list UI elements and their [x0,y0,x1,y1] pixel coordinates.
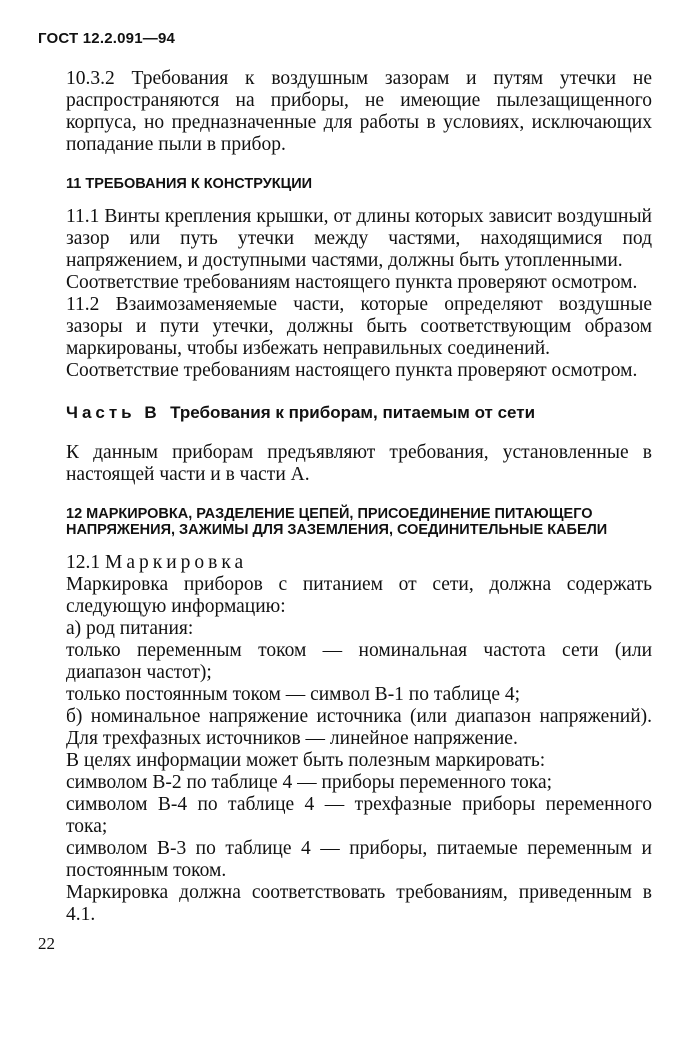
subsection-title: Маркировка [105,552,248,573]
paragraph-11-1-check: Соответствие требованиям настоящего пункта проверяют осмотром. [66,272,638,293]
part-b-title: Требования к приборам, питаемым от сети [170,403,536,422]
part-b-heading [66,402,652,424]
list-item-a: а) род питания: [66,618,194,639]
spacer [66,192,652,206]
list-item-b: б) номинальное напряжение источника (или диапазон напряжений). Для трехфазных источников — линейное напряжение. [66,706,652,749]
paragraph-11-1: 11.1 Винты крепления крышки, от длины которых зависит воздушный зазор или путь утечки между частями, находящимися под напряжением, и доступными частями, должны быть утопленными. [66,206,652,271]
section-heading-11: 11 ТРЕБОВАНИЯ К КОНСТРУКЦИИ [66,176,313,192]
symbol-line-b4: символом В-4 по таблице 4 — трехфазные приборы переменного тока; [66,794,652,837]
section-heading-12: 12 МАРКИРОВКА, РАЗДЕЛЕНИЕ ЦЕПЕЙ, ПРИСОЕДИНЕНИЕ ПИТАЮЩЕГО НАПРЯЖЕНИЯ, ЗАЖИМЫ ДЛЯ ЗАЗЕМЛЕНИЯ, СОЕДИНИТЕЛЬНЫЕ КАБЕЛИ [66,506,608,538]
page-body [66,68,652,926]
subsection-heading-12-1 [66,552,652,574]
paragraph-info: В целях информации может быть полезным маркировать: [66,750,546,771]
paragraph-12-1-intro: Маркировка приборов с питанием от сети, должна содержать следующую информацию: [66,574,652,617]
paragraph-11-2-check: Соответствие требованиям настоящего пункта проверяют осмотром. [66,360,638,381]
spacer [66,156,652,176]
list-item-a-1: только переменным током — номинальная частота сети (или диапазон частот); [66,640,652,683]
part-b-label: Часть В [66,403,161,422]
spacer [66,538,652,552]
paragraph-final: Маркировка должна соответствовать требованиям, приведенным в 4.1. [66,882,652,925]
document-header: ГОСТ 12.2.091—94 [38,30,176,47]
symbol-line-b3: символом В-3 по таблице 4 — приборы, питаемые переменным и постоянным током. [66,838,652,881]
spacer [66,382,652,402]
paragraph-part-b: К данным приборам предъявляют требования, установленные в настоящей части и в части А. [66,442,652,485]
paragraph-11-2: 11.2 Взаимозаменяемые части, которые определяют воздушные зазоры и пути утечки, должны быть соответствующим образом маркированы, чтобы избежать неправильных соединений. [66,294,652,359]
spacer [66,486,652,506]
subsection-number: 12.1 [66,552,101,573]
spacer [66,424,652,442]
symbol-line-b2: символом В-2 по таблице 4 — приборы переменного тока; [66,772,553,793]
list-item-a-2: только постоянным током — символ В-1 по таблице 4; [66,684,521,705]
paragraph-10-3-2: 10.3.2 Требования к воздушным зазорам и путям утечки не распространяются на приборы, не имеющие пылезащищенного корпуса, но предназначенные для работы в условиях, исключающих попадание пыли в прибор. [66,68,652,155]
page-number: 22 [38,934,55,953]
